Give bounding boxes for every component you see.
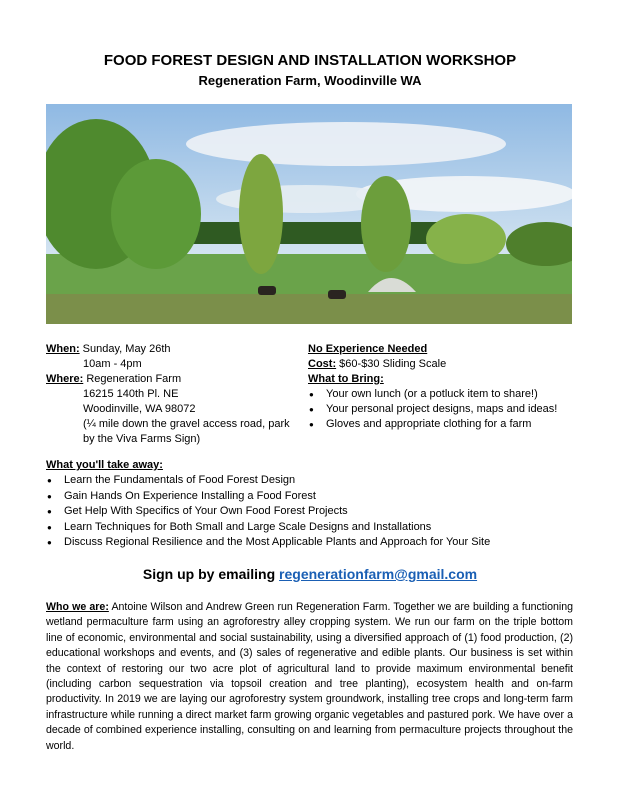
farm-photo-illustration bbox=[46, 104, 572, 324]
where-name: Regeneration Farm bbox=[86, 373, 182, 385]
when-time: 10am - 4pm bbox=[83, 358, 142, 370]
takeaway-section bbox=[46, 458, 586, 550]
takeaway-item: ● Learn the Fundamentals of Food Forest Design bbox=[46, 473, 586, 488]
when-date: Sunday, May 26th bbox=[82, 343, 171, 355]
about-section bbox=[46, 600, 573, 754]
tree-row bbox=[426, 214, 506, 264]
takeaway-item: ● Get Help With Specifics of Your Own Food Forest Projects bbox=[46, 504, 586, 519]
pig bbox=[258, 286, 276, 295]
signup-line bbox=[0, 566, 620, 582]
takeaway-item: ● Discuss Regional Resilience and the Most Applicable Plants and Approach for Your Site bbox=[46, 535, 586, 550]
no-experience-label: No Experience Needed bbox=[308, 343, 428, 355]
where-address-line1: 16215 140th Pl. NE bbox=[83, 388, 179, 400]
cost-label: Cost: bbox=[308, 358, 337, 370]
cloud bbox=[186, 122, 506, 166]
tree-tall bbox=[239, 154, 283, 274]
bring-item: ● Your own lunch (or a potluck item to share!) bbox=[308, 387, 588, 402]
event-info bbox=[46, 342, 296, 447]
where-row bbox=[46, 372, 296, 387]
page-subtitle: Regeneration Farm, Woodinville WA bbox=[198, 73, 422, 88]
about-label: Who we are: bbox=[46, 601, 109, 613]
where-label: Where: bbox=[46, 373, 84, 385]
cost-value: $60-$30 Sliding Scale bbox=[339, 358, 447, 370]
bring-item: ● Gloves and appropriate clothing for a farm bbox=[308, 417, 588, 432]
event-details bbox=[308, 342, 588, 432]
takeaway-item: ● Gain Hands On Experience Installing a Food Forest bbox=[46, 489, 586, 504]
signup-email-link[interactable]: regenerationfarm@gmail.com bbox=[279, 566, 478, 582]
when-label: When: bbox=[46, 343, 80, 355]
when-row bbox=[46, 342, 296, 357]
bring-item: ● Your personal project designs, maps and ideas! bbox=[308, 402, 588, 417]
tree-tall bbox=[361, 176, 411, 272]
page-title: FOOD FOREST DESIGN AND INSTALLATION WORKSHOP bbox=[103, 52, 517, 69]
cost-row bbox=[308, 357, 588, 372]
field-dirt bbox=[46, 294, 572, 324]
where-address-line2: Woodinville, WA 98072 bbox=[83, 403, 196, 415]
where-note: (¼ mile down the gravel access road, park by the Viva Farms Sign) bbox=[83, 418, 290, 445]
takeaway-label: What you'll take away: bbox=[46, 459, 163, 471]
pig bbox=[328, 290, 346, 299]
bring-label: What to Bring: bbox=[308, 373, 384, 385]
takeaway-item: ● Learn Techniques for Both Small and Large Scale Designs and Installations bbox=[46, 520, 586, 535]
signup-prefix: Sign up by emailing bbox=[142, 566, 276, 582]
about-text: Antoine Wilson and Andrew Green run Regeneration Farm. Together we are building a functioning wetland permaculture farm using an agroforestry alley cropping system. We run our farm on the triple bottom line of economic, environmental and social sustainability, using a diversified approach of (1) food production, (2) educational workshops and events, and (3) sales of regenerative and edible plants. Our business is set within the context of restoring our two acre plot of agricultural land to provide maximum environmental benefit (including carbon sequestration via topsoil creation and tree planting), ecosystem health and on-farm productivity. In 2019 we are laying our agroforestry system groundwork, installing tree crops and long-term farm infrastructure while running a direct market farm growing organic vegetables and pastured pork. We have over a decade of combined experience installing, consulting on and learning from permaculture projects throughout the world. bbox=[46, 601, 573, 752]
farm-photo bbox=[46, 104, 572, 324]
tree-cluster-left bbox=[111, 159, 201, 269]
